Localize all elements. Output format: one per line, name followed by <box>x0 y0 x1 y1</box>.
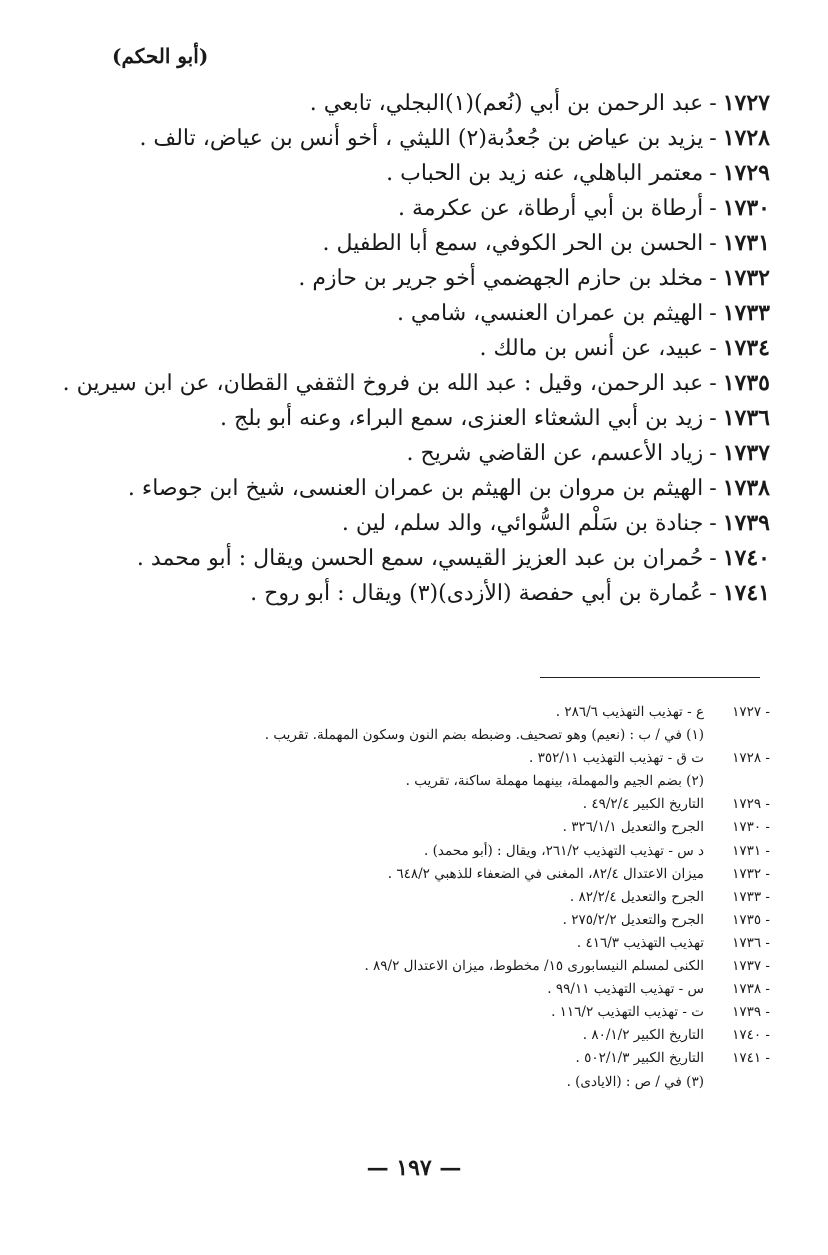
footnote-number: - ١٧٢٧ <box>732 704 770 720</box>
entry-item <box>60 541 770 576</box>
footnote-number: - ١٧٣٥ <box>732 911 770 928</box>
footnote-text: الجرح والتعديل ٨٢/٢/٤ . <box>569 888 704 905</box>
entry-number: ١٧٣٢ <box>722 265 770 291</box>
footnote-text: التاريخ الكبير ٥٠٢/١/٣ . <box>575 1050 704 1067</box>
entry-item <box>60 191 770 226</box>
footnote-number: - ١٧٤٠ <box>732 1027 770 1044</box>
entry-item <box>60 261 770 296</box>
entry-text: زيد بن أبي الشعثاء العنزى، سمع البراء، وعنه أبو بلج . <box>219 406 704 431</box>
entry-number: ١٧٣٣ <box>722 300 770 326</box>
entry-dash: - <box>709 161 717 186</box>
footnote-row <box>170 909 770 932</box>
footnote-row <box>170 932 770 955</box>
footnote-number <box>704 1071 770 1094</box>
entry-number: ١٧٣٤ <box>722 335 770 361</box>
entry-dash: - <box>709 126 717 151</box>
entry-number: ١٧٢٧ <box>722 90 770 116</box>
entry-item <box>60 401 770 436</box>
entry-item <box>60 156 770 191</box>
entry-dash: - <box>709 371 717 396</box>
entry-item <box>60 366 770 401</box>
entry-dash: - <box>709 301 717 326</box>
footnote-row <box>170 747 770 770</box>
page-number: — ١٩٧ — <box>366 1155 462 1181</box>
entry-dash: - <box>709 581 717 606</box>
footnote-number: - ١٧٢٩ <box>732 796 770 813</box>
footnote-text: التاريخ الكبير ٤٩/٢/٤ . <box>582 796 704 813</box>
entry-item <box>60 331 770 366</box>
entry-number: ١٧٣٥ <box>722 370 770 396</box>
footnote-number: - ١٧٣٨ <box>732 981 770 998</box>
entry-text: الهيثم بن عمران العنسي، شامي . <box>396 301 704 326</box>
entry-dash: - <box>709 546 717 571</box>
entry-number: ١٧٤١ <box>722 580 770 606</box>
entry-number: ١٧٣٠ <box>722 195 770 221</box>
footnote-number: - ١٧٣٩ <box>732 1004 770 1021</box>
entry-text: عبد الرحمن، وقيل : عبد الله بن فروخ الثقفي القطان، عن ابن سيرين . <box>62 371 704 396</box>
footnote-divider <box>540 677 760 678</box>
footnote-text: التاريخ الكبير ٨٠/١/٢ . <box>582 1027 704 1044</box>
entry-text: عُمارة بن أبي حفصة (الأزدى)(٣) ويقال : أبو روح . <box>250 581 704 606</box>
footnote-number: - ١٧٣٦ <box>732 934 770 951</box>
footnote-text: ت ق - تهذيب التهذيب ٣٥٢/١١ . <box>529 750 704 767</box>
footnote-row <box>170 1047 770 1070</box>
footnote-row <box>170 863 770 886</box>
entry-text: عبد الرحمن بن أبي (نُعم)(١)البجلي، تابعي . <box>309 91 704 116</box>
entry-text: الحسن بن الحر الكوفي، سمع أبا الطفيل . <box>322 231 704 256</box>
entry-number: ١٧٣٧ <box>722 440 770 466</box>
footnote-row <box>170 770 770 793</box>
entry-dash: - <box>709 91 717 116</box>
entry-dash: - <box>709 476 717 501</box>
footnote-number: - ١٧٣١ <box>732 842 770 859</box>
entry-text: يزيد بن عياض بن جُعدُبة(٢) الليثي ، أخو أنس بن عياض، تالف . <box>139 126 704 151</box>
footnote-text: د س - تهذيب التهذيب ٢٦١/٢، ويقال : (أبو محمد) . <box>424 842 704 859</box>
entry-number: ١٧٣٨ <box>722 475 770 501</box>
footnote-number <box>704 770 770 793</box>
entry-text: أرطاة بن أبي أرطاة، عن عكرمة . <box>397 196 704 221</box>
footnote-number: - ١٧٤١ <box>732 1050 770 1067</box>
entry-item <box>60 436 770 471</box>
footnote-text: ت - تهذيب التهذيب ١١٦/٢ . <box>551 1004 704 1021</box>
footnote-row <box>170 1071 770 1094</box>
footnote-row <box>170 1024 770 1047</box>
footnote-row <box>170 793 770 816</box>
entry-dash: - <box>709 511 717 536</box>
footnote-row <box>170 816 770 839</box>
footnote-text: س - تهذيب التهذيب ٩٩/١١ . <box>547 981 704 998</box>
entry-dash: - <box>709 336 717 361</box>
entry-dash: - <box>709 196 717 221</box>
entry-item <box>60 471 770 506</box>
footnote-row <box>170 978 770 1001</box>
running-head: (أبو الحكم) <box>112 44 209 68</box>
entry-text: مخلد بن حازم الجهضمي أخو جرير بن حازم . <box>298 266 704 291</box>
entry-item <box>60 86 770 121</box>
footnote-text: (٣) في / ص : (الايادى) . <box>566 1073 704 1090</box>
entry-text: جنادة بن سَلْم السُّوائي، والد سلم، لين . <box>341 511 704 536</box>
footnote-text: ع - تهذيب التهذيب ٢٨٦/٦ . <box>555 704 704 720</box>
footnote-text: الجرح والتعديل ٣٢٦/١/١ . <box>562 819 704 836</box>
entry-item <box>60 576 770 611</box>
footnote-row <box>170 1001 770 1024</box>
footnote-text: الكنى لمسلم النيسابورى ١٥/ مخطوط، ميزان الاعتدال ٨٩/٢ . <box>364 958 704 975</box>
footnote-number: - ١٧٣٣ <box>732 888 770 905</box>
entry-text: معتمر الباهلي، عنه زيد بن الحباب . <box>386 161 704 186</box>
entry-text: زياد الأعسم، عن القاضي شريح . <box>406 441 704 466</box>
entry-dash: - <box>709 441 717 466</box>
entry-number: ١٧٣٦ <box>722 405 770 431</box>
footnote-text: الجرح والتعديل ٢٧٥/٢/٢ . <box>562 911 704 928</box>
footnote-text: ميزان الاعتدال ٨٢/٤، المغنى في الضعفاء للذهبي ٦٤٨/٢ . <box>387 865 704 882</box>
footnote-row <box>170 724 770 747</box>
entry-item <box>60 296 770 331</box>
footnote-row <box>170 701 770 724</box>
entry-dash: - <box>709 266 717 291</box>
footnote-row <box>170 840 770 863</box>
footnote-number: - ١٧٣٧ <box>732 958 770 975</box>
entry-list <box>60 86 770 611</box>
entry-number: ١٧٢٩ <box>722 160 770 186</box>
footnote-number: - ١٧٣٢ <box>732 865 770 882</box>
footnote-text: (٢) بضم الجيم والمهملة، بينهما مهملة ساكنة، تقريب . <box>405 773 704 790</box>
entry-item <box>60 226 770 261</box>
footnote-number <box>704 724 770 747</box>
entry-dash: - <box>709 231 717 256</box>
entry-number: ١٧٣١ <box>722 230 770 256</box>
entry-item <box>60 121 770 156</box>
footnote-text: (١) في / ب : (نعيم) وهو تصحيف. وضبطه بضم النون وسكون المهملة. تقريب . <box>264 727 704 744</box>
entry-number: ١٧٤٠ <box>722 545 770 571</box>
entry-text: عبيد، عن أنس بن مالك . <box>479 336 704 361</box>
footnote-number: - ١٧٣٠ <box>732 819 770 836</box>
entry-dash: - <box>709 406 717 431</box>
footnote-list <box>170 701 770 1094</box>
footnote-row <box>170 955 770 978</box>
entry-number: ١٧٣٩ <box>722 510 770 536</box>
entry-number: ١٧٢٨ <box>722 125 770 151</box>
footnote-row <box>170 886 770 909</box>
entry-item <box>60 506 770 541</box>
footnote-text: تهذيب التهذيب ٤١٦/٣ . <box>576 934 704 951</box>
entry-text: الهيثم بن مروان بن الهيثم بن عمران العنسى، شيخ ابن جوصاء . <box>127 476 704 501</box>
footnote-number: - ١٧٢٨ <box>732 750 770 767</box>
entry-text: حُمران بن عبد العزيز القيسي، سمع الحسن ويقال : أبو محمد . <box>136 546 704 571</box>
